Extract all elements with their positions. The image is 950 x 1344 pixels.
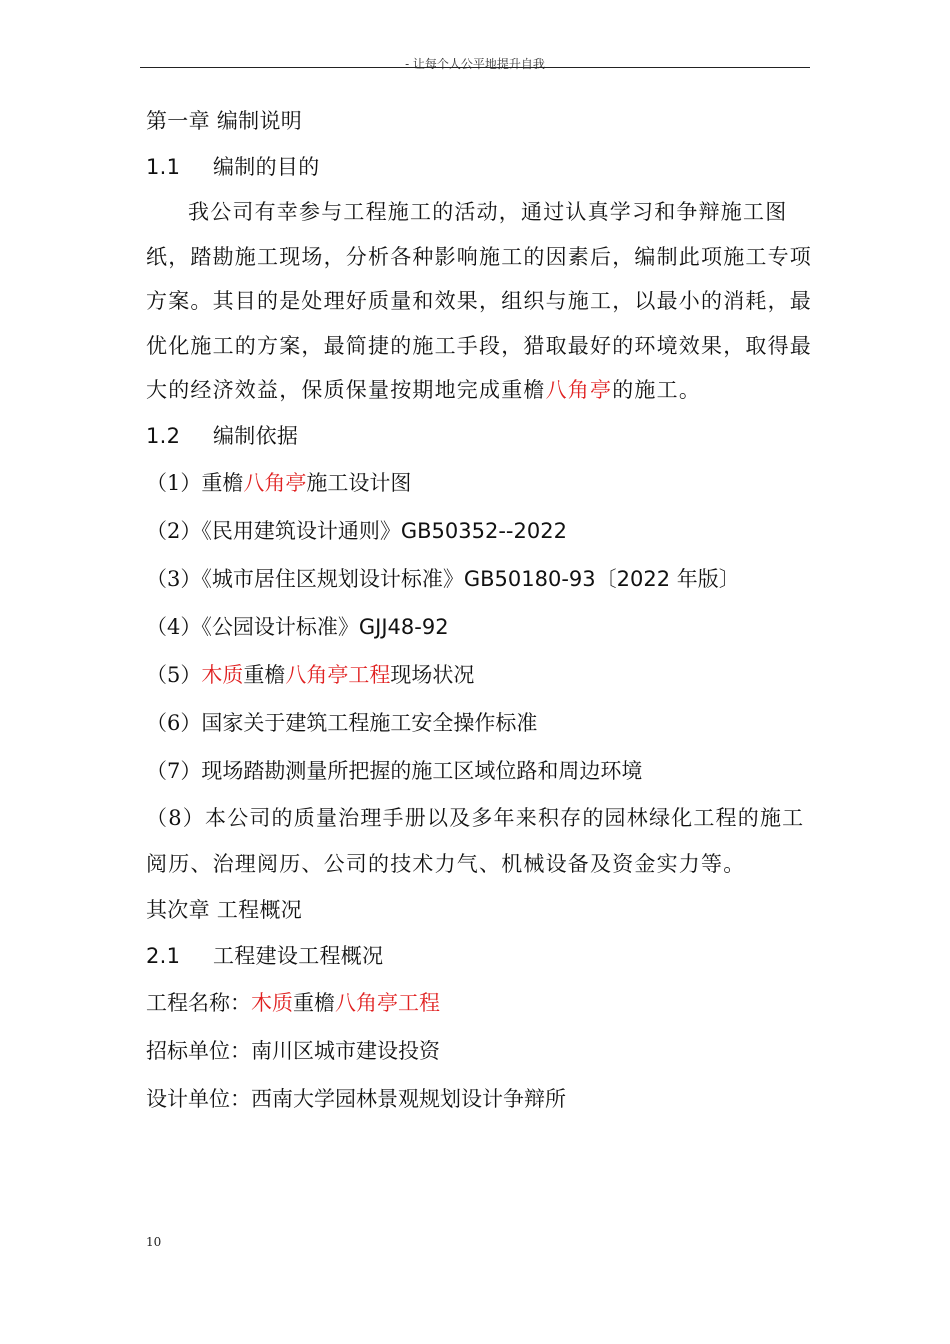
item-text: （1）重檐 — [146, 470, 244, 495]
section-number: 2.1 — [146, 943, 181, 968]
paragraph-text: 我公司有幸参与工程施工的活动，通过认真学习和争辩施工图纸，踏勘施工现场，分析各种影响施工的因素后，编制此项施工专项方案。其目的是处理好质量和效果，组织与施工，以最小的消耗，最优化施工的方案，最简捷的施工手段，猎取最好的环境效果，取得最大的经济效益，保质保量按期地完成重檐 — [146, 200, 812, 402]
section-title: 工程建设工程概况 — [213, 943, 384, 968]
section-2-1-heading — [146, 933, 826, 979]
field-value-mid: 重檐 — [293, 990, 335, 1015]
item-text: （3）《城市居住区规划设计标准》 — [146, 566, 464, 591]
project-name — [146, 979, 826, 1027]
paragraph-text-end: 的施工。 — [612, 378, 702, 402]
chapter1-title: 第一章 编制说明 — [146, 109, 303, 133]
highlight-text: 八角亭 — [243, 470, 307, 495]
item-text-end: 现场状况 — [390, 662, 475, 687]
section-title: 编制依据 — [213, 423, 299, 448]
page-number: 10 — [146, 1235, 162, 1249]
highlight-text: 木质 — [201, 662, 244, 687]
item-text: （5） — [146, 662, 202, 687]
document-body — [146, 98, 826, 1123]
purpose-paragraph — [146, 190, 826, 413]
section-1-2-heading — [146, 413, 826, 459]
header-divider — [140, 67, 810, 68]
item-text-mid: 重檐 — [243, 662, 286, 687]
chapter2-title: 其次章 工程概况 — [146, 897, 303, 922]
page-header: - 让每个人公平地提升自我 — [405, 57, 545, 71]
standard-code: GB50180-93〔2022 年版〕 — [463, 566, 740, 591]
design-unit: 设计单位：西南大学园林景观规划设计争辩所 — [146, 1086, 566, 1111]
item-text-end: 施工设计图 — [306, 470, 412, 495]
bidder-unit: 招标单位：南川区城市建设投资 — [146, 1038, 440, 1063]
item-text: （4）《公园设计标准》 — [146, 614, 359, 639]
basis-item-6: （6）国家关于建筑工程施工安全操作标准 — [146, 710, 538, 735]
basis-item-8: （8）本公司的质量治理手册以及多年来积存的园林绿化工程的施工阅历、治理阅历、公司的技术力气、机械设备及资金实力等。 — [146, 805, 805, 876]
highlight-text: 八角亭 — [545, 378, 613, 402]
highlight-text: 八角亭工程 — [285, 662, 391, 687]
highlight-text: 八角亭工程 — [335, 990, 440, 1015]
highlight-text: 木质 — [251, 990, 293, 1015]
section-title: 编制的目的 — [213, 155, 320, 179]
standard-code: GB50352--2022 — [400, 518, 567, 543]
basis-item-2 — [146, 507, 826, 555]
basis-item-5 — [146, 651, 826, 699]
standard-code: GJJ48-92 — [358, 614, 449, 639]
basis-item-1 — [146, 459, 826, 507]
item-text: （2）《民用建筑设计通则》 — [146, 518, 401, 543]
basis-item-7: （7）现场踏勘测量所把握的施工区域位路和周边环境 — [146, 758, 643, 783]
section-number: 1.2 — [146, 423, 181, 448]
section-1-1-heading — [146, 144, 826, 190]
basis-item-4 — [146, 603, 826, 651]
basis-item-3 — [146, 555, 826, 603]
field-label: 工程名称： — [146, 990, 251, 1015]
section-number: 1.1 — [146, 155, 181, 179]
